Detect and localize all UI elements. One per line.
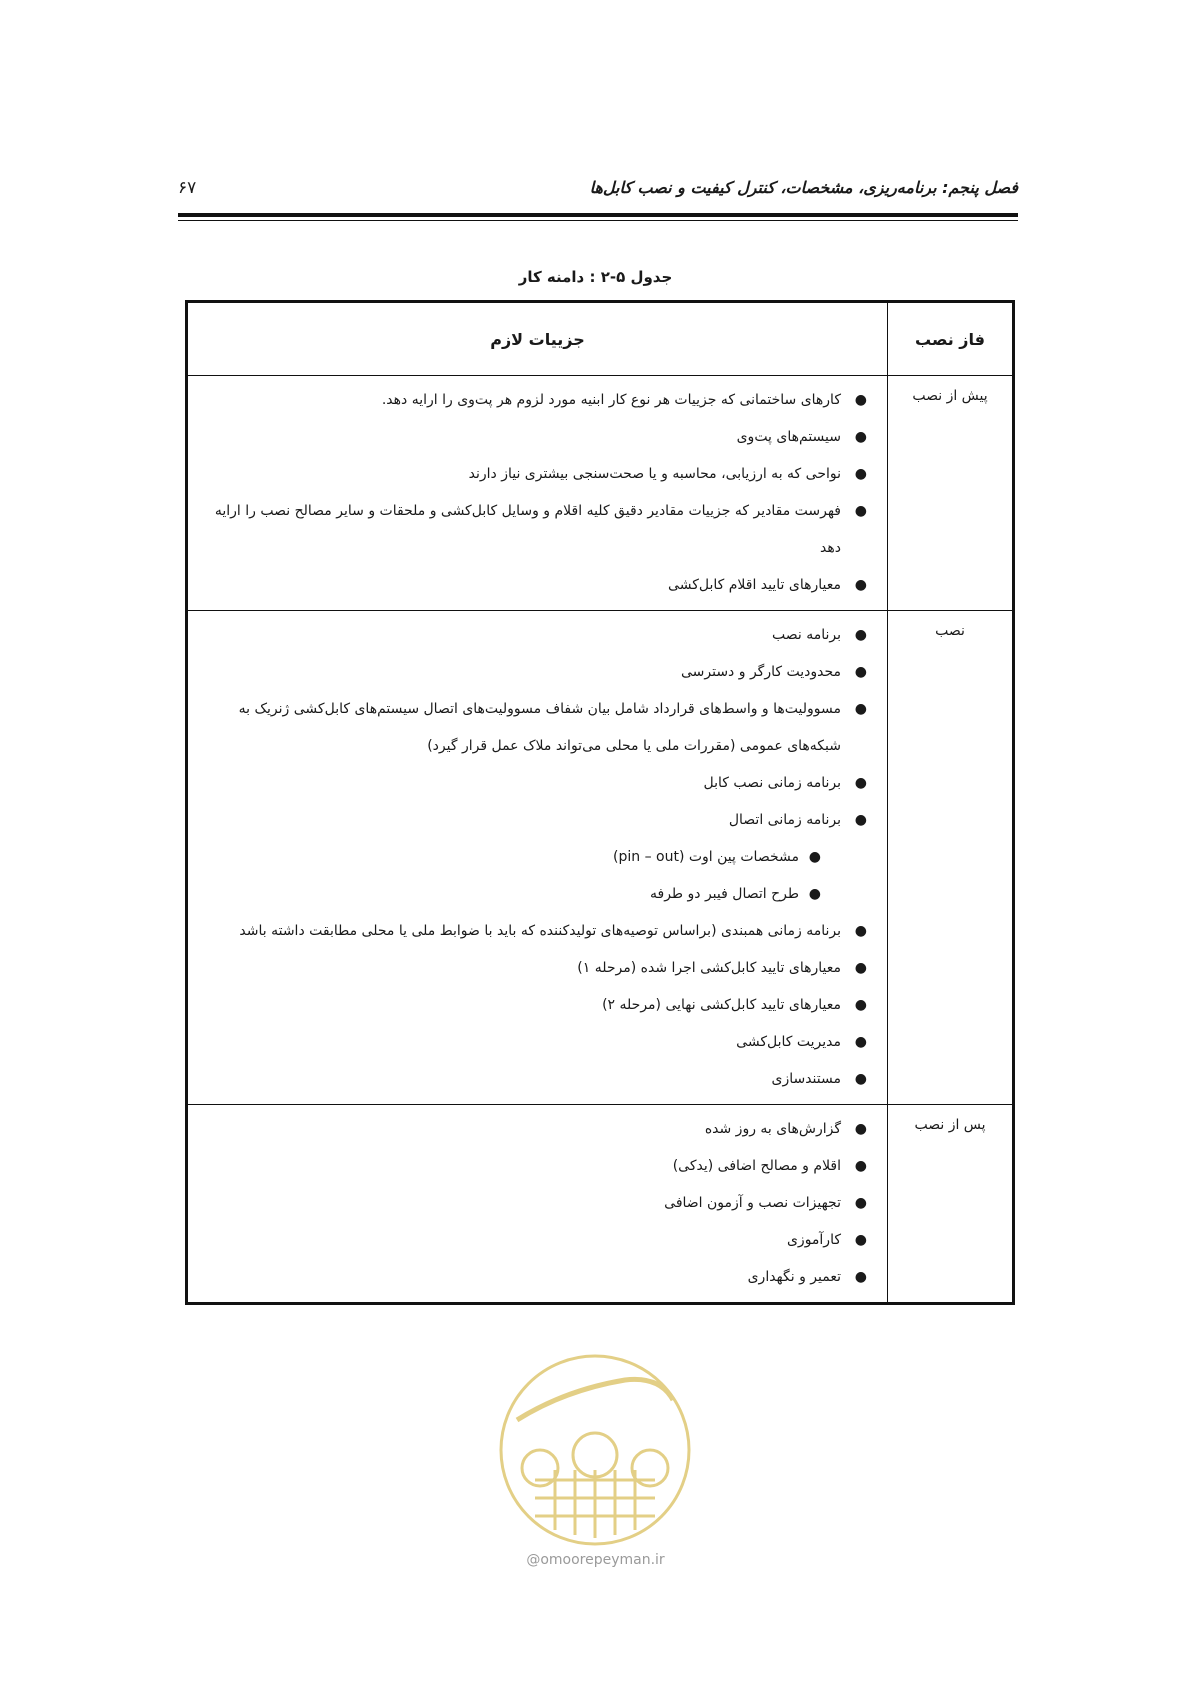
list-item-text: کارآموزی bbox=[786, 1232, 841, 1248]
list-item-text: تعمیر و نگهداری bbox=[747, 1269, 841, 1285]
list-item-text: کارهای ساختمانی که جزییات هر نوع کار ابنیه مورد لزوم هر پت‌وی را ارایه دهد. bbox=[381, 392, 841, 408]
bullet-icon: ● bbox=[854, 701, 867, 717]
watermark-logo bbox=[495, 1350, 695, 1550]
list-item bbox=[198, 567, 871, 604]
list-item bbox=[198, 765, 871, 802]
bullet-icon: ● bbox=[854, 812, 867, 828]
chapter-title: فصل پنجم: برنامه‌ریزی، مشخصات، کنترل کیفیت و نصب کابل‌ها bbox=[589, 178, 1018, 197]
list-item-text: برنامه نصب bbox=[771, 627, 841, 643]
sub-list-item bbox=[198, 839, 871, 876]
bullet-icon: ● bbox=[854, 1158, 867, 1174]
bullet-icon: ● bbox=[854, 1195, 867, 1211]
details-cell bbox=[187, 611, 888, 1105]
page-header bbox=[178, 178, 1018, 208]
list-item-text: تجهیزات نصب و آزمون اضافی bbox=[664, 1195, 841, 1211]
list-item-text: مستندسازی bbox=[771, 1071, 841, 1087]
list-item bbox=[198, 419, 871, 456]
details-list bbox=[198, 1111, 871, 1296]
list-item-text: گزارش‌های به روز شده bbox=[704, 1121, 841, 1137]
column-header-details: جزییات لازم bbox=[187, 302, 888, 376]
list-item-text: نواحی که به ارزیابی، محاسبه و یا صحت‌سنجی بیشتری نیاز دارند bbox=[468, 466, 841, 482]
list-item-text: مسوولیت‌ها و واسط‌های قرارداد شامل بیان شفاف مسوولیت‌های اتصال سیستم‌های کابل‌کشی ژنریک به شبکه‌های عمومی (مقررات ملی یا محلی می‌تواند ملاک عمل قرار گیرد) bbox=[238, 701, 841, 754]
bullet-icon: ● bbox=[854, 1232, 867, 1248]
table-row bbox=[187, 376, 1014, 611]
sub-list-item bbox=[198, 876, 871, 913]
list-item-text: برنامه زمانی نصب کابل bbox=[703, 775, 841, 791]
header-rule-thin bbox=[178, 220, 1018, 221]
list-item-text: مدیریت کابل‌کشی bbox=[736, 1034, 841, 1050]
list-item bbox=[198, 654, 871, 691]
bullet-icon: ● bbox=[854, 392, 867, 408]
list-item bbox=[198, 1185, 871, 1222]
column-header-phase: فاز نصب bbox=[888, 302, 1014, 376]
list-item bbox=[198, 987, 871, 1024]
bullet-icon: ● bbox=[854, 577, 867, 593]
header-rule-thick bbox=[178, 213, 1018, 217]
watermark-site: @omoorepeyman.ir bbox=[526, 1552, 665, 1568]
list-item bbox=[198, 691, 871, 765]
list-item bbox=[198, 1222, 871, 1259]
table-row bbox=[187, 611, 1014, 1105]
details-list bbox=[198, 382, 871, 604]
table-caption: جدول ۵-۲ : دامنه کار bbox=[518, 268, 673, 286]
list-item-text: طرح اتصال فیبر دو طرفه bbox=[650, 886, 799, 902]
list-item-text: برنامه زمانی اتصال bbox=[728, 812, 841, 828]
bullet-icon: ● bbox=[854, 1269, 867, 1285]
bullet-icon: ● bbox=[854, 664, 867, 680]
scope-table bbox=[185, 300, 1015, 1305]
list-item bbox=[198, 802, 871, 839]
list-item bbox=[198, 1024, 871, 1061]
bullet-icon: ● bbox=[854, 775, 867, 791]
table-row bbox=[187, 1105, 1014, 1304]
phase-cell: پس از نصب bbox=[888, 1105, 1014, 1304]
bullet-icon: ● bbox=[854, 1034, 867, 1050]
phase-cell: نصب bbox=[888, 611, 1014, 1105]
list-item-text: سیستم‌های پت‌وی bbox=[736, 429, 841, 445]
bullet-icon: ● bbox=[808, 886, 821, 902]
list-item-text: اقلام و مصالح اضافی (یدکی) bbox=[672, 1158, 841, 1174]
bullet-icon: ● bbox=[854, 503, 867, 519]
list-item bbox=[198, 1111, 871, 1148]
bullet-icon: ● bbox=[854, 429, 867, 445]
bullet-icon: ● bbox=[854, 627, 867, 643]
list-item-text: معیارهای تایید اقلام کابل‌کشی bbox=[668, 577, 841, 593]
list-item bbox=[198, 1148, 871, 1185]
details-list bbox=[198, 617, 871, 1098]
list-item bbox=[198, 1061, 871, 1098]
bullet-icon: ● bbox=[808, 849, 821, 865]
list-item bbox=[198, 456, 871, 493]
bullet-icon: ● bbox=[854, 1071, 867, 1087]
list-item bbox=[198, 1259, 871, 1296]
list-item-text: مشخصات پین اوت (pin – out) bbox=[613, 849, 799, 865]
bullet-icon: ● bbox=[854, 1121, 867, 1137]
list-item-text: معیارهای تایید کابل‌کشی اجرا شده (مرحله ۱) bbox=[577, 960, 841, 976]
bullet-icon: ● bbox=[854, 997, 867, 1013]
bullet-icon: ● bbox=[854, 960, 867, 976]
table-header-row bbox=[187, 302, 1014, 376]
list-item-text: برنامه زمانی همبندی (براساس توصیه‌های تولیدکننده که باید با ضوابط ملی یا محلی مطابقت داشته باشد bbox=[239, 923, 841, 939]
list-item-text: معیارهای تایید کابل‌کشی نهایی (مرحله ۲) bbox=[602, 997, 841, 1013]
bullet-icon: ● bbox=[854, 466, 867, 482]
list-item bbox=[198, 913, 871, 950]
page-number: ۶۷ bbox=[178, 178, 197, 198]
list-item-text: محدودیت کارگر و دسترسی bbox=[680, 664, 841, 680]
bullet-icon: ● bbox=[854, 923, 867, 939]
details-cell bbox=[187, 376, 888, 611]
list-item bbox=[198, 617, 871, 654]
list-item bbox=[198, 950, 871, 987]
phase-cell: پیش از نصب bbox=[888, 376, 1014, 611]
list-item-text: فهرست مقادیر که جزییات مقادیر دقیق کلیه اقلام و وسایل کابل‌کشی و ملحقات و سایر مصالح نصب را ارایه دهد bbox=[214, 503, 841, 556]
list-item bbox=[198, 493, 871, 567]
list-item bbox=[198, 382, 871, 419]
details-cell bbox=[187, 1105, 888, 1304]
